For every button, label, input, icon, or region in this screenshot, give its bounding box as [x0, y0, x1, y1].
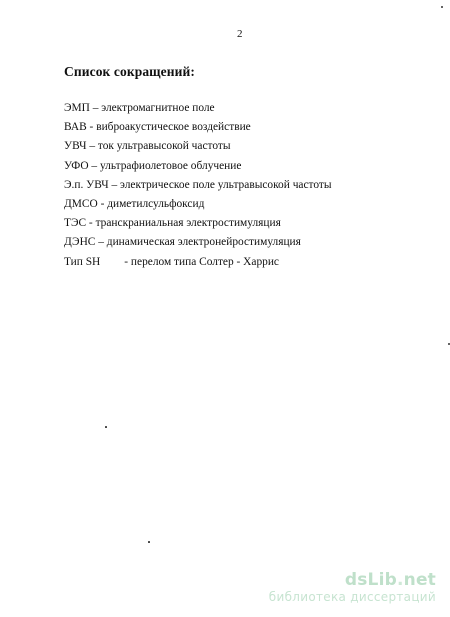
- watermark-logo-tld: net: [403, 570, 436, 590]
- page-number: 2: [237, 28, 243, 40]
- list-item: ЭМП – электромагнитное поле: [64, 102, 215, 114]
- abbreviation-list: [64, 99, 332, 272]
- list-item: ТЭС - транскраниальная электростимуляция: [64, 217, 281, 230]
- scan-speck: [441, 6, 443, 8]
- list-item: УВЧ – ток ультравысокой частоты: [64, 140, 231, 153]
- watermark-logo-dot: .: [396, 570, 404, 590]
- watermark-subtitle: библиотека диссертаций: [268, 590, 436, 604]
- list-item: ВАВ - виброакустическое воздействие: [64, 121, 251, 134]
- abbreviation-term: Тип SH: [64, 255, 101, 268]
- watermark: [269, 571, 436, 605]
- list-item: ДЭНС – динамическая электронейростимуляция: [64, 236, 301, 249]
- scan-speck: [105, 426, 107, 428]
- list-item: [64, 253, 332, 272]
- list-item: Э.п. УВЧ – электрическое поле ультравысокой частоты: [64, 178, 332, 191]
- list-item: ДМСО - диметилсульфоксид: [64, 198, 205, 211]
- abbreviation-definition: - перелом типа Солтер - Харрис: [124, 255, 279, 268]
- scan-speck: [148, 541, 150, 543]
- list-item: УФО – ультрафиолетовое облучение: [64, 159, 242, 172]
- watermark-logo: [269, 571, 436, 589]
- watermark-logo-main: dsLib: [344, 570, 397, 590]
- page-title: Список сокращений:: [64, 64, 195, 79]
